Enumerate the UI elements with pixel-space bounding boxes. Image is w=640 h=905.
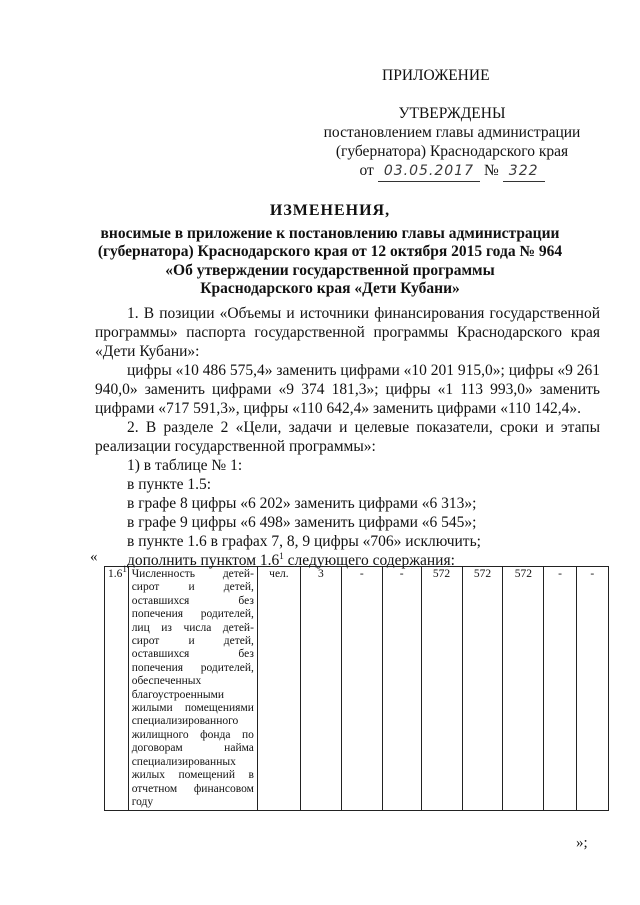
cell-id-text: 1.6 <box>108 568 123 580</box>
paragraph-8: в пункте 1.6 в графах 7, 8, 9 цифры «706» исключить; <box>127 533 481 550</box>
cell-col-5: - <box>341 567 382 811</box>
document-title <box>95 202 565 299</box>
paragraph-9-after: следующего содержания: <box>283 552 455 569</box>
cell-col-10: - <box>544 567 576 811</box>
title-line-4: Краснодарского края «Дети Кубани» <box>200 280 460 297</box>
approved-by-line-1: постановлением главы администрации <box>323 124 581 141</box>
open-quote: « <box>90 549 98 565</box>
cell-col-8: 572 <box>462 567 503 811</box>
cell-indicator-name: Численность детей-сирот и детей, оставшихся без попечения родителей, лиц из числа детей-сирот и детей, оставшихся без попечения родителей, обеспеченных благоустроенными жилыми помещениями специализированного жилищного фонда по договорам найма специализированных жилых помещений в отчетном финансовом году <box>128 567 257 811</box>
close-quote: »; <box>576 835 588 851</box>
cell-col-9: 572 <box>503 567 544 811</box>
from-label: от <box>359 162 374 179</box>
cell-col-7: 572 <box>421 567 462 811</box>
title-line-1: вносимые в приложение к постановлению главы администрации <box>100 224 560 242</box>
cell-id <box>105 564 129 811</box>
handwritten-date: 03.05.2017 <box>378 162 480 182</box>
paragraph-5: в пункте 1.5: <box>127 476 212 493</box>
paragraph-7: в графе 9 цифры «6 498» заменить цифрами «6 545»; <box>127 514 477 531</box>
approved-label: УТВЕРЖДЕНЫ <box>398 105 506 122</box>
cell-id-sup: 1 <box>122 564 127 575</box>
document-body <box>95 304 600 570</box>
paragraph-6: в графе 8 цифры «6 202» заменить цифрами «6 313»; <box>127 495 477 512</box>
paragraph-3: 2. В разделе 2 «Цели, задачи и целевые показатели, сроки и этапы реализации государственной программы»: <box>95 419 600 455</box>
number-label: № <box>483 162 499 179</box>
cell-unit: чел. <box>257 567 300 811</box>
paragraph-4: 1) в таблице № 1: <box>127 457 243 474</box>
appendix-label: ПРИЛОЖЕНИЕ <box>382 67 490 84</box>
handwritten-number: 322 <box>503 162 545 182</box>
paragraph-1: 1. В позиции «Объемы и источники финансирования государственной программы» паспорта государственной программы Краснодарского края «Дети Кубани»: <box>95 305 600 360</box>
title-line-2: (губернатора) Краснодарского края от 12 октября 2015 года № 964 <box>97 243 563 260</box>
approval-block <box>322 66 582 182</box>
table-row <box>105 567 609 811</box>
cell-col-6: - <box>382 567 421 811</box>
title-main: ИЗМЕНЕНИЯ, <box>269 202 391 219</box>
cell-status: 3 <box>300 567 341 811</box>
paragraph-2: цифры «10 486 575,4» заменить цифрами «10 201 915,0»; цифры «9 261 940,0» заменить цифрами «9 374 181,3»; цифры «1 113 993,0» заменить цифрами «717 591,3», цифры «110 642,4» заменить цифрами «110 142,4». <box>95 362 601 417</box>
date-number-line <box>322 161 582 182</box>
approved-by-line-2: (губернатора) Краснодарского края <box>335 143 569 160</box>
title-line-3: «Об утверждении государственной программы <box>165 261 495 279</box>
cell-col-11: - <box>576 567 608 811</box>
paragraph-9-before: дополнить пунктом 1.6 <box>127 552 280 569</box>
paragraph-9-sup: 1 <box>279 550 284 561</box>
indicator-table <box>104 566 609 811</box>
